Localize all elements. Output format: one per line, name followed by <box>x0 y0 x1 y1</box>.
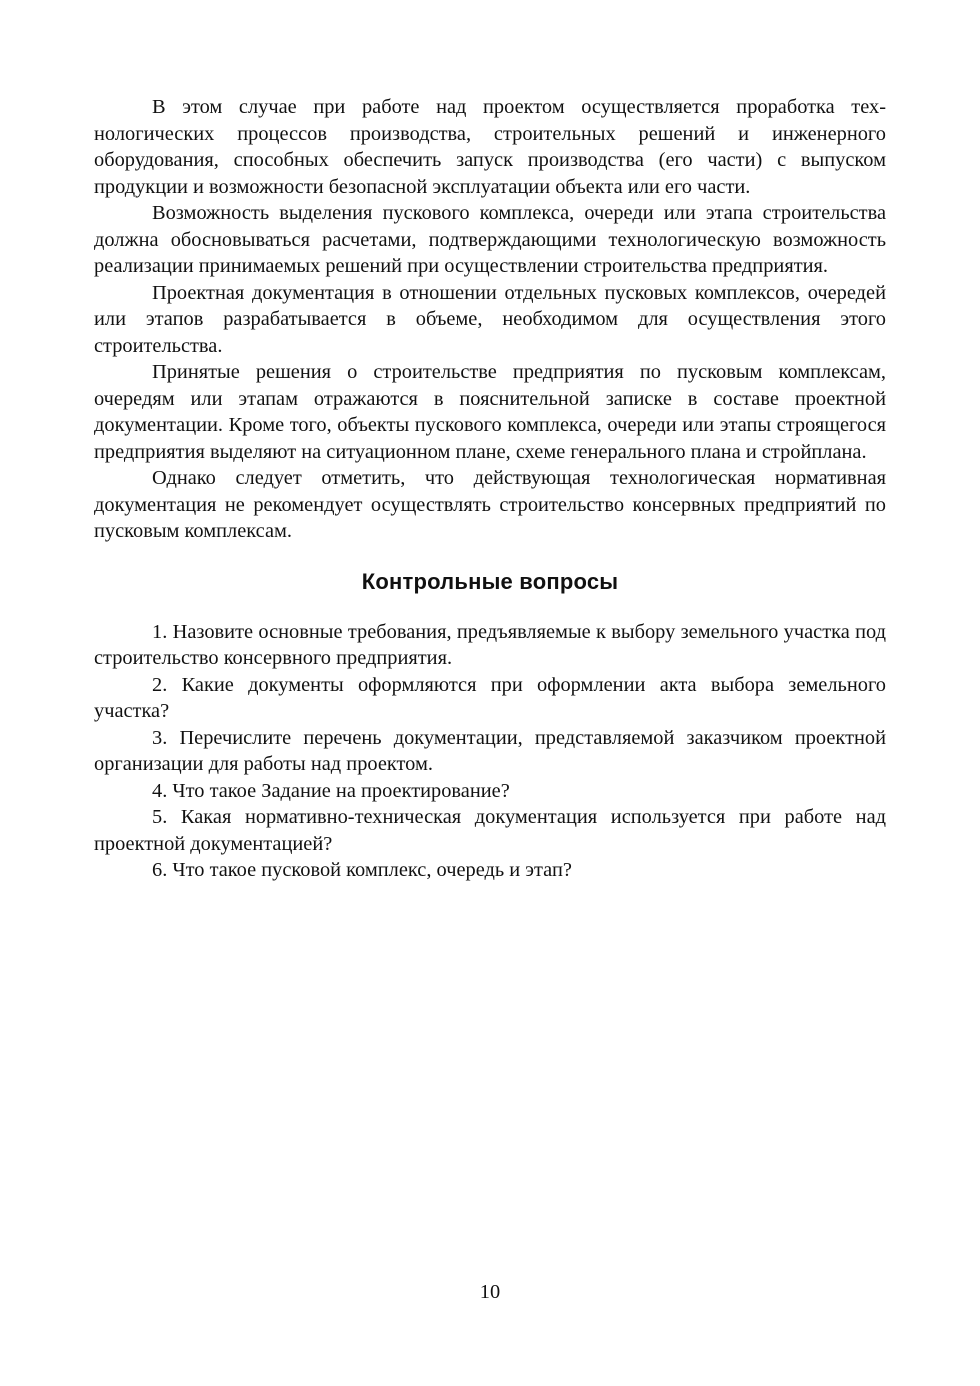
page-content <box>94 94 886 884</box>
paragraph-regulatory-note: Однако следует отметить, что действующая технологическая нормативная документация не рекомендует осуществлять строительство консервных предприятий по пусковым комплексам. <box>94 467 886 542</box>
question-item: 4. Что такое Задание на проектирование? <box>152 779 510 802</box>
paragraph-launch-complex-design: В этом случае при работе над проектом осуществляется проработка технологических процессов производства, строительных решений и инженерного оборудования, способных обеспечить запуск производства (его части) с выпуском продукции и возможности безопасной эксплуатации объекта или его части. <box>94 96 886 198</box>
question-item: 3. Перечислите перечень документации, представляемой заказчиком проектной организации для работы над проектом. <box>94 726 886 775</box>
paragraph-project-documentation: Проектная документация в отношении отдельных пусковых комплексов, очередей или этапов разрабатывается в объеме, необходимом для осуществления этого строительства. <box>94 281 886 357</box>
question-item: 5. Какая нормативно-техническая документация используется при работе над проектной документацией? <box>94 806 886 855</box>
question-item: 2. Какие документы оформляются при оформлении акта выбора земельного участка? <box>94 673 886 722</box>
section-heading: Контрольные вопросы <box>361 568 619 594</box>
paragraph-stage-justification: Возможность выделения пускового комплекса, очереди или этапа строительства должна обосновываться расчетами, подтверждающими технологическую возможность реализации принимаемых решений при осуществлении строительства предприятия. <box>94 202 886 277</box>
question-item: 1. Назовите основные требования, предъявляемые к выбору земельного участка под строительство консервного предприятия. <box>94 620 886 669</box>
question-item: 6. Что такое пусковой комплекс, очередь и этап? <box>152 859 572 881</box>
questions-list <box>94 619 886 884</box>
paragraph-decisions-reflection: Принятые решения о строительстве предприятия по пусковым комплексам, очередям или этапам отражаются в пояснительной записке в составе проектной документации. Кроме того, объекты пускового комплекса, очереди или этапы строящегося предприятия выделяют на ситуационном плане, схеме генерального плана и стройплана. <box>94 361 886 463</box>
page-number: 10 <box>479 1281 501 1303</box>
